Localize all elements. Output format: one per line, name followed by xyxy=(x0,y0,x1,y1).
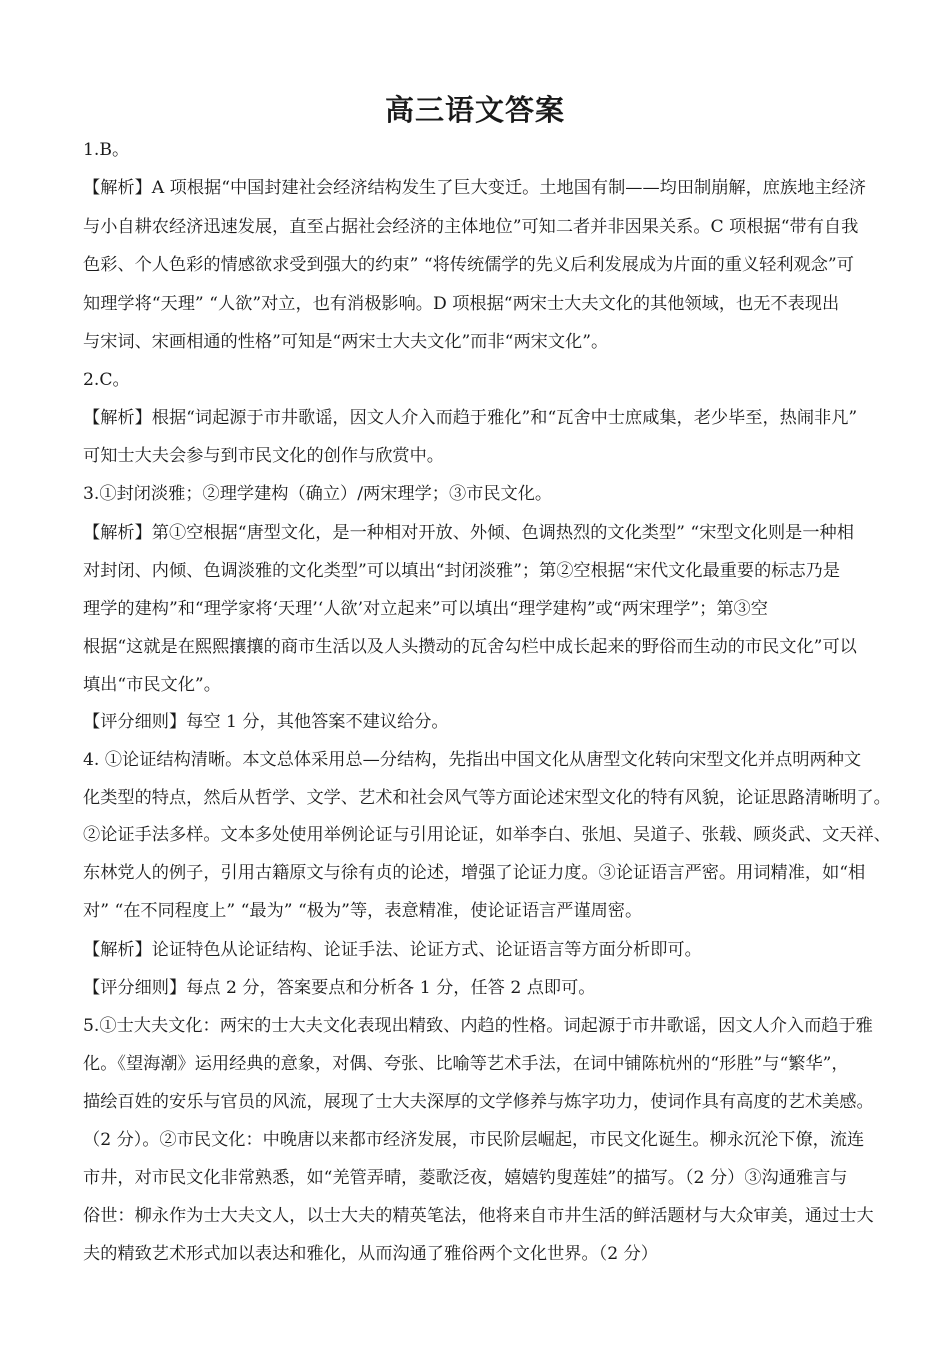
answer-1-label: 1.B。 xyxy=(83,140,130,160)
text-line: 理学的建构”和“理学家将‘天理’‘人欲’对立起来”可以填出“理学建构”或“两宋理学”；第③空 xyxy=(83,599,768,619)
text-line: 可知士大夫会参与到市民文化的创作与欣赏中。 xyxy=(83,446,444,466)
text-line: ②论证手法多样。文本多处使用举例论证与引用论证，如举李白、张旭、吴道子、张载、顾炎武、文天祥、 xyxy=(83,825,891,845)
text-line: 根据“这就是在熙熙攘攘的商市生活以及人头攒动的瓦舍勾栏中成长起来的野俗而生动的市民文化”可以 xyxy=(83,637,857,657)
page-title: 高三语文答案 xyxy=(384,93,565,127)
text-line: 夫的精致艺术形式加以表达和雅化，从而沟通了雅俗两个文化世界。（2 分） xyxy=(83,1244,658,1264)
text-line: 与小自耕农经济迅速发展，直至占据社会经济的主体地位”可知二者并非因果关系。C 项根据“带有自我 xyxy=(83,217,859,237)
text-line: 【解析】根据“词起源于市井歌谣，因文人介入而趋于雅化”和“瓦舍中士庶咸集，老少毕至，热闹非凡” xyxy=(83,408,858,428)
answer-4-label: 4. ①论证结构清晰。本文总体采用总—分结构，先指出中国文化从唐型文化转向宋型文化并点明两种文 xyxy=(83,750,862,770)
text-line: 【解析】第①空根据“唐型文化，是一种相对开放、外倾、色调热烈的文化类型” “宋型文化则是一种相 xyxy=(83,523,854,543)
text-line: 化类型的特点，然后从哲学、文学、艺术和社会风气等方面论述宋型文化的特有风貌，论证思路清晰明了。 xyxy=(83,788,891,808)
text-line: 对” “在不同程度上” “最为” “极为”等，表意精准，使论证语言严谨周密。 xyxy=(83,901,643,921)
text-line: 【解析】A 项根据“中国封建社会经济结构发生了巨大变迁。土地国有制——均田制崩解，庶族地主经济 xyxy=(83,178,866,198)
text-line: 描绘百姓的安乐与官员的风流，展现了士大夫深厚的文学修养与炼字功力，使词作具有高度的艺术美感。 xyxy=(83,1092,874,1112)
text-line: 化。《望海潮》运用经典的意象，对偶、夸张、比喻等艺术手法，在词中铺陈杭州的“形胜”与“繁华”， xyxy=(83,1054,849,1074)
text-line: 填出“市民文化”。 xyxy=(83,675,221,695)
text-line: 东林党人的例子，引用古籍原文与徐有贞的论述，增强了论证力度。③论证语言严密。用词精准，如“相 xyxy=(83,863,866,883)
text-line: 对封闭、内倾、色调淡雅的文化类型”可以填出“封闭淡雅”；第②空根据“宋代文化最重要的标志乃是 xyxy=(83,561,841,581)
text-line: 【解析】论证特色从论证结构、论证手法、论证方式、论证语言等方面分析即可。 xyxy=(83,940,702,960)
text-line: 知理学将“天理” “人欲”对立，也有消极影响。D 项根据“两宋士大夫文化的其他领域，也无不表现出 xyxy=(83,294,840,314)
answer-5-label: 5.①士大夫文化：两宋的士大夫文化表现出精致、内趋的性格。词起源于市井歌谣，因文人介入而趋于雅 xyxy=(83,1016,873,1036)
text-line: （2 分）。②市民文化：中晚唐以来都市经济发展，市民阶层崛起，市民文化诞生。柳永沉沦下僚，流连 xyxy=(83,1130,865,1150)
answer-3-label: 3.①封闭淡雅；②理学建构（确立）/两宋理学；③市民文化。 xyxy=(83,484,553,504)
text-line: 与宋词、宋画相通的性格”可知是“两宋士大夫文化”而非“两宋文化”。 xyxy=(83,332,609,352)
text-line: 色彩、个人色彩的情感欲求受到强大的约束” “将传统儒学的先义后利发展成为片面的重义轻利观念”可 xyxy=(83,255,854,275)
answer-2-label: 2.C。 xyxy=(83,370,130,390)
text-line: 俗世：柳永作为士大夫文人，以士大夫的精英笔法，他将来自市井生活的鲜活题材与大众审美，通过士大 xyxy=(83,1206,874,1226)
scoring-rule: 【评分细则】每点 2 分，答案要点和分析各 1 分，任答 2 点即可。 xyxy=(83,978,596,998)
scoring-rule: 【评分细则】每空 1 分，其他答案不建议给分。 xyxy=(83,712,449,732)
text-line: 市井，对市民文化非常熟悉，如“羌管弄晴，菱歌泛夜，嬉嬉钓叟莲娃”的描写。（2 分）③沟通雅言与 xyxy=(83,1168,848,1188)
